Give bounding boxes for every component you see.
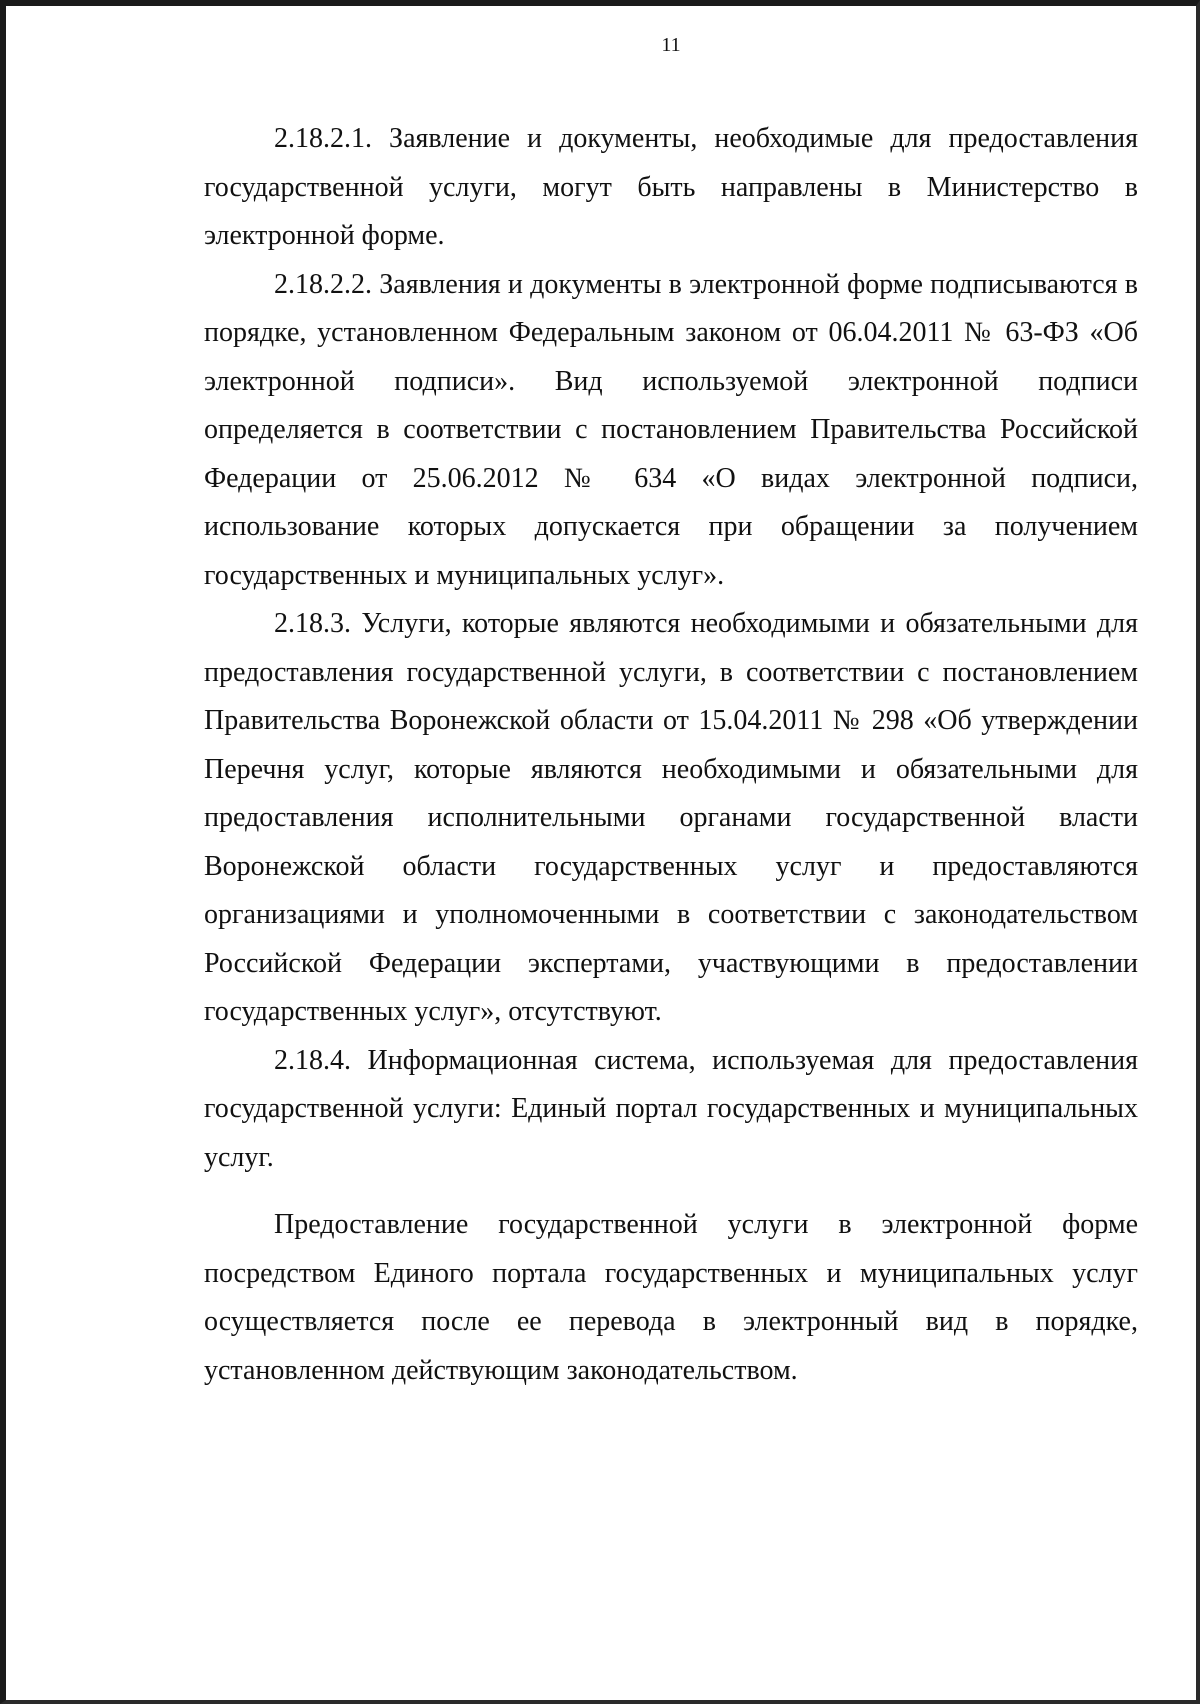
paragraph-2-18-2-2: 2.18.2.2. Заявления и документы в электронной форме подписываются в порядке, установленном Федеральным законом от 06.04.2011 № 63-ФЗ «Об электронной подписи». Вид используемой электронной подписи определяется в соответствии с постановлением Правительства Российской Федерации от 25.06.2012 № 634 «О видах электронной подписи, использование которых допускается при обращении за получением государственных и муниципальных услуг». [204, 268, 1138, 591]
paragraph-2-18-4: 2.18.4. Информационная система, используемая для предоставления государственной услуги: Единый портал государственных и муниципальных услуг. [204, 1044, 1138, 1173]
paragraph-2-18-3: 2.18.3. Услуги, которые являются необходимыми и обязательными для предоставления государственной услуги, в соответствии с постановлением Правительства Воронежской области от 15.04.2011 № 298 «Об утверждении Перечня услуг, которые являются необходимыми и обязательными для предоставления исполнительными органами государственной власти Воронежской области государственных услуг и предоставляются организациями и уполномоченными в соответствии с законодательством Российской Федерации экспертами, участвующими в предоставлении государственных услуг», отсутствуют. [204, 608, 1138, 1027]
page-number: 11 [661, 34, 681, 56]
document-body [204, 115, 1138, 1395]
paragraph-2-18-2-1: 2.18.2.1. Заявление и документы, необходимые для предоставления государственной услуги, могут быть направлены в Министерство в электронной форме. [204, 123, 1138, 251]
paragraph-portal-provision: Предоставление государственной услуги в электронной форме посредством Единого портала государственных и муниципальных услуг осуществляется после ее перевода в электронный вид в порядке, установленном действующим законодательством. [204, 1209, 1138, 1386]
